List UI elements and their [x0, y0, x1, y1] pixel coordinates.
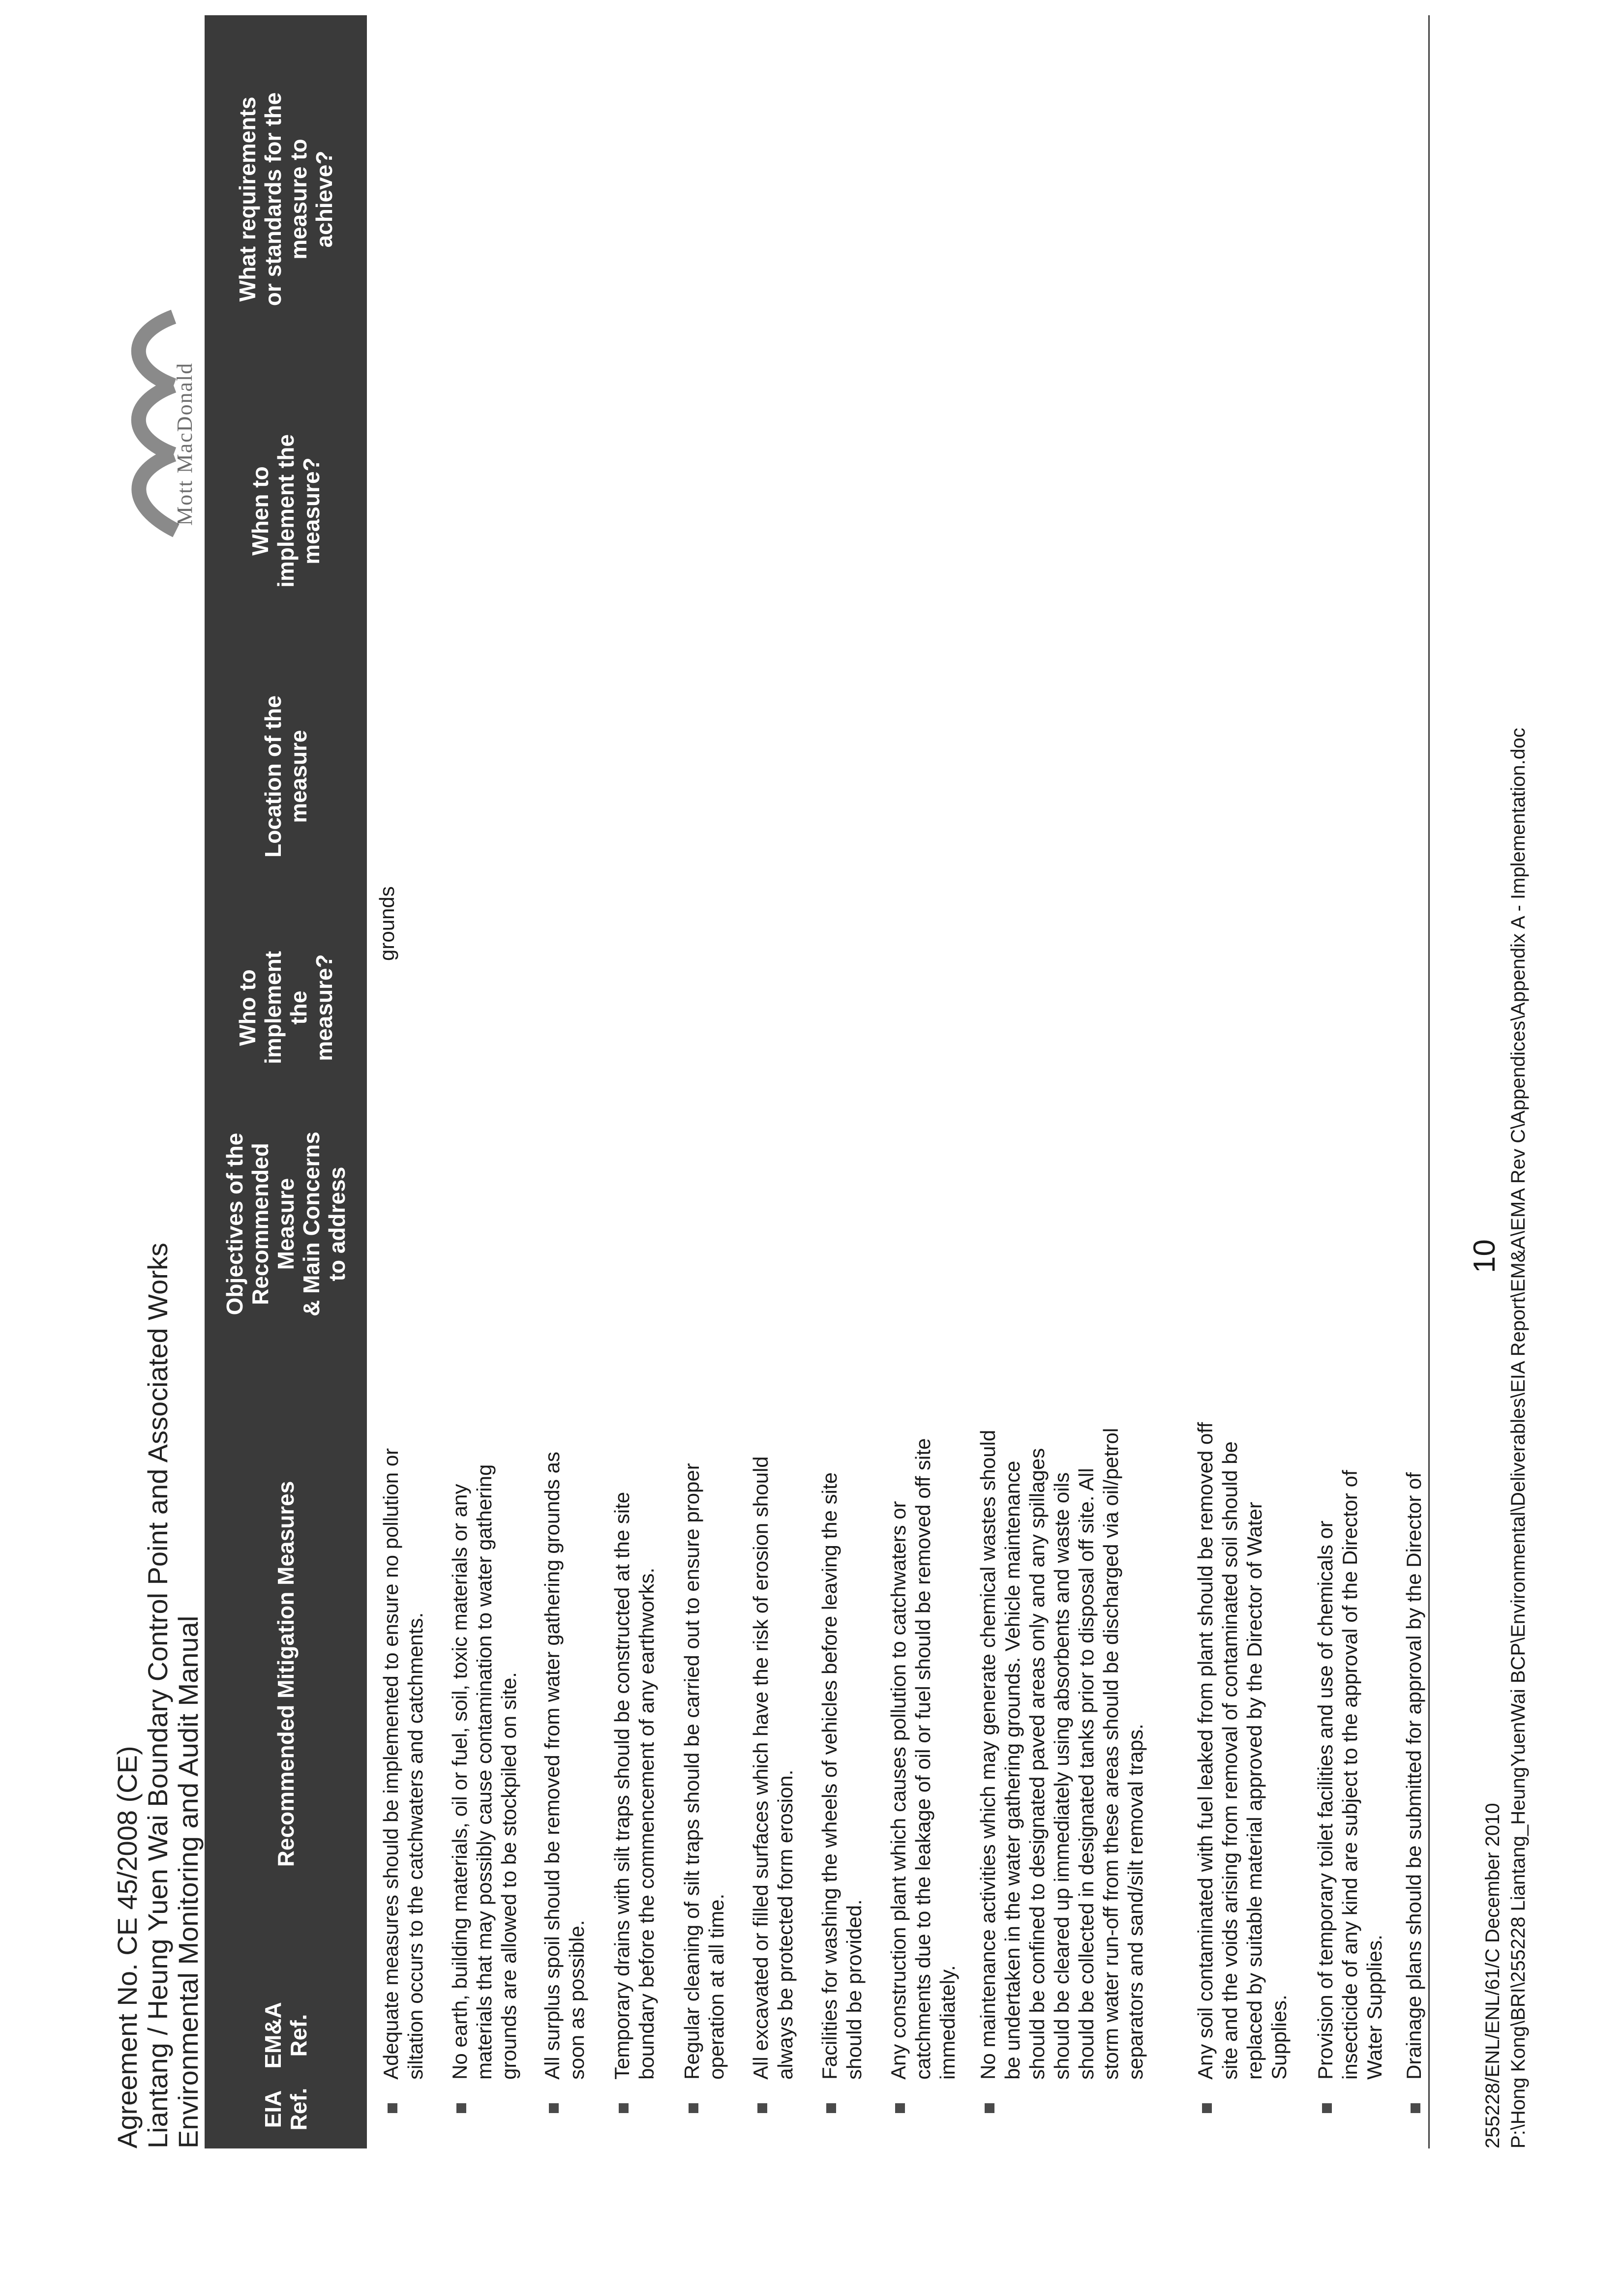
bullet-icon [826, 2103, 836, 2113]
measure-text: All excavated or filled surfaces which have the risk of erosion should always be protected form erosion. [749, 1456, 797, 2080]
company-logo-text: Mott MacDonald [173, 362, 197, 526]
column-label: EIA Ref. [260, 2087, 311, 2131]
measure-text: Drainage plans should be submitted for approval by the Director of [1402, 1472, 1425, 2080]
column-label: Objectives of the [222, 1133, 247, 1315]
column-label: EM&A [260, 2002, 286, 2069]
agreement-number: Agreement No. CE 45/2008 (CE) [112, 1746, 143, 2148]
column-label: to address [324, 1166, 350, 1282]
column-requirements [205, 15, 367, 383]
file-path: P:\Hong Kong\BRI\255228 Liantang_HeungYuenWai BCP\Environmental\Deliverables\EIA Report\EM&A\EMA Rev C\Appendices\Appendix A - Implementation.doc [1507, 727, 1529, 2148]
column-eia-ref [205, 2070, 367, 2148]
column-who-to-implement [205, 914, 367, 1101]
column-label: achieve? [311, 150, 337, 248]
column-label: Location of the [260, 695, 286, 858]
column-label: measure? [299, 457, 324, 565]
bullet-icon [1322, 2103, 1332, 2113]
column-label: implement [260, 951, 286, 1065]
column-label: measure? [311, 954, 337, 1061]
measure-text: Regular cleaning of silt traps should be carried out to ensure proper operation at all time. [680, 1463, 728, 2080]
bullet-icon [689, 2103, 698, 2113]
column-location [205, 639, 367, 914]
bullet-icon [1202, 2103, 1212, 2113]
column-label: measure [286, 730, 311, 823]
column-label: Recommended Mitigation Measures [273, 1481, 299, 1867]
manual-title: Environmental Monitoring and Audit Manual [173, 1615, 204, 2148]
document-header [112, 1243, 204, 2148]
column-label: Recommended [247, 1143, 273, 1305]
page-number: 10 [1468, 1239, 1502, 1273]
measure-text: Provision of temporary toilet facilities and use of chemicals or insecticide of any kind are subject to the approval of the Director of Water Supplies. [1314, 1470, 1386, 2080]
bullet-icon [549, 2103, 559, 2113]
column-mitigation-measures [205, 1347, 367, 2001]
bullet-icon [456, 2103, 466, 2113]
bullet-icon [1411, 2103, 1420, 2113]
measure-text: Any soil contaminated with fuel leaked from plant should be removed off site and the voids arising from removal of contaminated soil should be replaced by suitable material approved by the Director of Water Supplies. [1194, 1422, 1291, 2080]
column-when-to-implement [205, 383, 367, 639]
column-label: measure to [286, 139, 311, 260]
column-label: implement the [273, 434, 299, 588]
document-reference: 255228/ENL/ENL/61/C December 2010 [1482, 1803, 1504, 2148]
bullet-icon [619, 2103, 629, 2113]
column-label: Who to [235, 969, 260, 1046]
measure-text: Facilities for washing the wheels of vehicles before leaving the site should be provided. [818, 1472, 866, 2080]
location-cell-carryover: grounds [375, 886, 398, 961]
measure-text: Adequate measures should be implemented to ensure no pollution or siltation occurs to the catchwaters and catchments. [379, 1448, 427, 2080]
column-label: or standards for the [260, 92, 286, 306]
bullet-icon [985, 2103, 994, 2113]
column-objectives [205, 1101, 367, 1347]
column-label: the [286, 990, 311, 1025]
measure-text: Temporary drains with silt traps should be constructed at the site boundary before the commencement of any earthworks. [610, 1491, 658, 2080]
column-label: & Main Concerns [299, 1132, 324, 1316]
measure-text: No earth, building materials, oil or fuel, soil, toxic materials or any materials that may possibly cause contamination to water gathering grounds are allowed to be stockpiled on site. [448, 1464, 520, 2080]
column-label: When to [247, 466, 273, 556]
bullet-icon [895, 2103, 905, 2113]
table-bottom-divider [1428, 15, 1430, 2148]
table-header-row [205, 15, 367, 2148]
measure-text: All surplus spoil should be removed from water gathering grounds as soon as possible. [541, 1451, 588, 2080]
bullet-icon [388, 2103, 397, 2113]
column-label: Ref. [286, 2014, 311, 2057]
column-label: What requirements [235, 96, 260, 302]
measure-text: Any construction plant which causes pollution to catchwaters or catchments due to the leakage of oil or fuel should be removed off site immediately. [887, 1438, 959, 2080]
measure-text: No maintenance activities which may generate chemical wastes should be undertaken in the water gathering grounds. Vehicle maintenance should be confined to designated paved areas only and any spillages should be cleared up immediately using absorbents and waste oils should be collected in designated tanks prior to disposal off site. All storm water run-off from these areas should be discharged via oil/petrol separators and sand/silt removal traps. [976, 1428, 1147, 2080]
bullet-icon [757, 2103, 767, 2113]
column-label: Measure [273, 1178, 299, 1270]
project-title: Liantang / Heung Yuen Wai Boundary Control Point and Associated Works [142, 1243, 173, 2148]
column-ema-ref [205, 2001, 367, 2070]
